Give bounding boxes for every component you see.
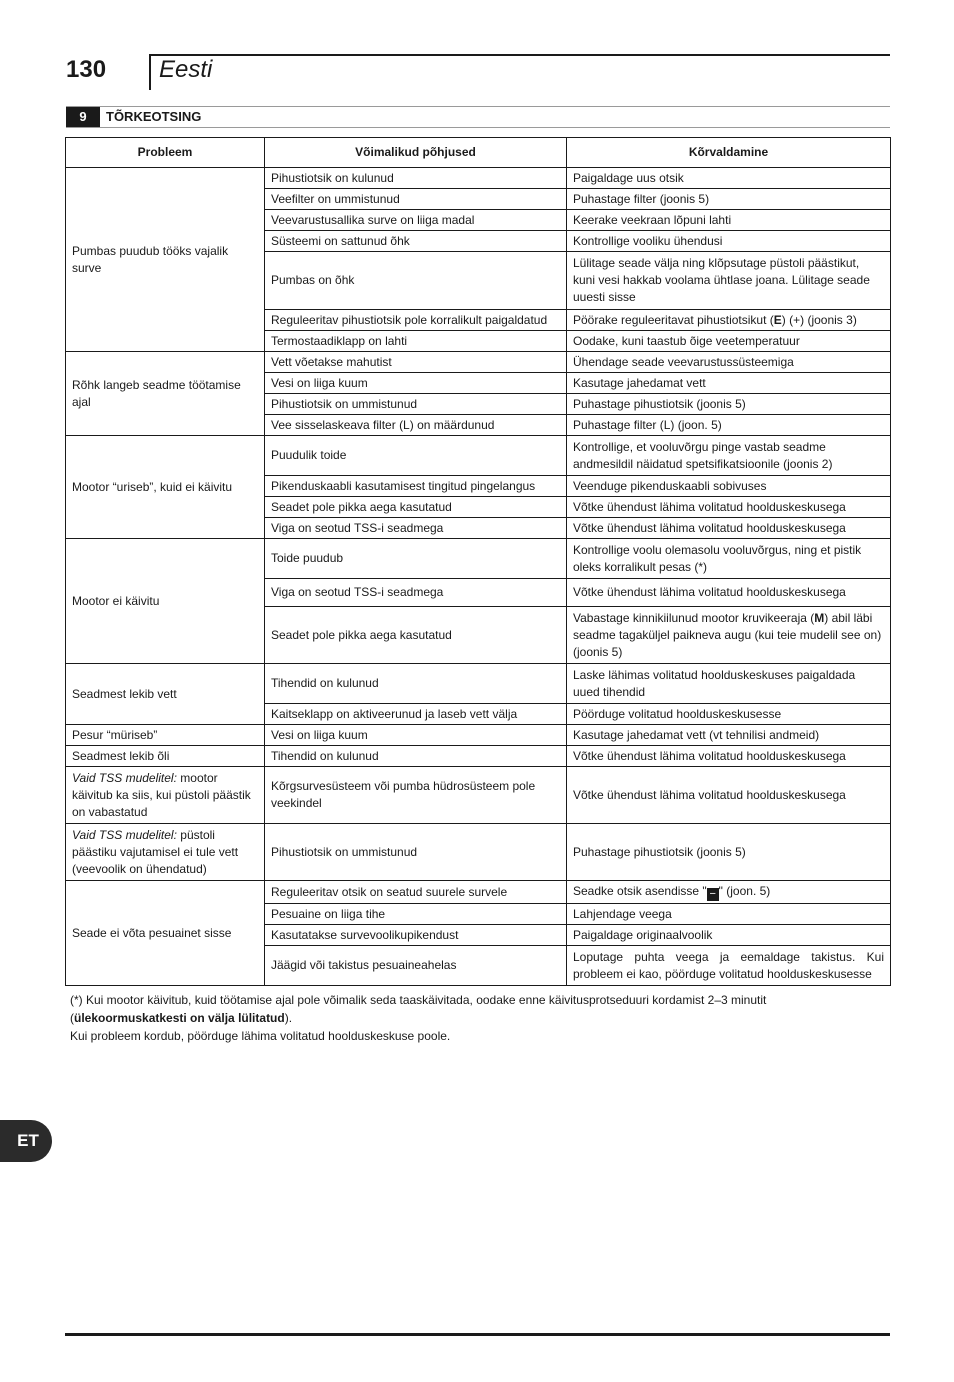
table-header-row (66, 138, 891, 168)
header-horizontal-rule (149, 54, 890, 56)
nozzle-label-e: E (773, 312, 782, 327)
remedy-cell (567, 310, 891, 331)
cause-cell: Seadet pole pikka aega kasutatud (265, 497, 567, 518)
cause-cell: Jäägid või takistus pesuaineahelas (265, 946, 567, 986)
footnote-restart: (*) Kui mootor käivitub, kuid töötamise ajal pole võimalik seda taaskäivitada, oodake enne käivitusprotseduuri kordamist 2–3 minutit (70, 993, 767, 1007)
header-vertical-rule (149, 54, 151, 90)
problem-cell: Mootor “uriseb”, kuid ei käivitu (66, 436, 265, 539)
table-row (66, 746, 891, 767)
remedy-cell: Võtke ühendust lähima volitatud hoolduskeskusega (567, 497, 891, 518)
remedy-cell: Kontrollige, et vooluvõrgu pinge vastab seadme andmesildil näidatud spetsifikatsioonile (joonis 2) (567, 436, 891, 476)
footnote-service: Kui probleem kordub, pöörduge lähima volitatud hoolduskeskuse poole. (70, 1029, 451, 1043)
cause-cell: Viga on seotud TSS-i seadmega (265, 579, 567, 607)
cause-cell: Vett võetakse mahutist (265, 352, 567, 373)
column-header-remedy: Kõrvaldamine (567, 138, 891, 168)
cause-cell: Reguleeritav otsik on seatud suurele survele (265, 881, 567, 904)
problem-cell: Rõhk langeb seadme töötamise ajal (66, 352, 265, 436)
problem-cell (66, 824, 265, 881)
remedy-text: " (joon. 5) (718, 884, 771, 898)
section-number: 9 (66, 107, 100, 127)
cause-cell: Pesuaine on liiga tihe (265, 904, 567, 925)
section-rule-bottom (66, 127, 890, 128)
table-row (66, 881, 891, 904)
cause-cell: Veefilter on ummistunud (265, 189, 567, 210)
cause-cell: Pihustiotsik on ummistunud (265, 394, 567, 415)
problem-cell: Pumbas puudub tööks vajalik surve (66, 168, 265, 352)
table-row (66, 168, 891, 189)
problem-text: mootor käivitub ka siis, kui püstoli päästik on vabastatud (72, 770, 251, 819)
table-row (66, 352, 891, 373)
remedy-cell: Võtke ühendust lähima volitatud hoolduskeskusega (567, 767, 891, 824)
remedy-cell (567, 607, 891, 664)
footnote-text: ). (284, 1011, 293, 1025)
cause-cell: Süsteemi on sattunud õhk (265, 231, 567, 252)
cause-cell: Pumbas on õhk (265, 252, 567, 310)
cause-cell: Viga on seotud TSS-i seadmega (265, 518, 567, 539)
problem-text: püstoli päästiku vajutamisel ei tule vett (veevoolik on ühendatud) (72, 827, 239, 876)
table-row (66, 824, 891, 881)
remedy-cell: Kasutage jahedamat vett (vt tehnilisi andmeid) (567, 725, 891, 746)
cause-cell: Seadet pole pikka aega kasutatud (265, 607, 567, 664)
remedy-cell: Võtke ühendust lähima volitatud hoolduskeskusega (567, 579, 891, 607)
footnote-overload (70, 1009, 890, 1027)
remedy-text: ) abil läbi seadme tagaküljel paikneva augu (kui teie mudelil see on) (joonis 5) (573, 610, 882, 659)
footnotes (70, 991, 890, 1045)
cause-cell: Toide puudub (265, 539, 567, 579)
cause-cell: Termostaadiklapp on lahti (265, 331, 567, 352)
remedy-cell: Võtke ühendust lähima volitatud hoolduskeskusega (567, 518, 891, 539)
cause-cell: Puudulik toide (265, 436, 567, 476)
troubleshooting-table (65, 137, 891, 986)
page-title: Eesti (159, 56, 213, 83)
section-heading (66, 106, 890, 128)
remedy-cell: Paigaldage originaalvoolik (567, 925, 891, 946)
remedy-cell: Keerake veekraan lõpuni lahti (567, 210, 891, 231)
minus-icon: − (707, 888, 719, 901)
page-number: 130 (66, 56, 107, 83)
problem-cell: Mootor ei käivitu (66, 539, 265, 664)
remedy-cell: Oodake, kuni taastub õige veetemperatuur (567, 331, 891, 352)
table-row (66, 539, 891, 579)
remedy-cell: Puhastage pihustiotsik (joonis 5) (567, 824, 891, 881)
cause-cell: Tihendid on kulunud (265, 664, 567, 704)
language-tab: ET (0, 1120, 52, 1162)
cause-cell: Kaitseklapp on aktiveerunud ja laseb vett välja (265, 704, 567, 725)
remedy-cell: Lahjendage veega (567, 904, 891, 925)
cause-cell: Pihustiotsik on kulunud (265, 168, 567, 189)
cause-cell: Vee sisselaskeava filter (L) on määrdunud (265, 415, 567, 436)
footnote-emphasis: ülekoormuskatkesti on välja lülitatud (74, 1011, 285, 1025)
remedy-cell: Puhastage filter (L) (joon. 5) (567, 415, 891, 436)
problem-cell: Seadmest lekib õli (66, 746, 265, 767)
remedy-cell: Loputage puhta veega ja eemaldage takistus. Kui probleem ei kao, pöörduge volitatud hoolduskeskusesse (567, 946, 891, 986)
cause-cell: Vesi on liiga kuum (265, 373, 567, 394)
problem-qualifier: Vaid TSS mudelitel: (72, 770, 177, 785)
cause-cell: Reguleeritav pihustiotsik pole korralikult paigaldatud (265, 310, 567, 331)
remedy-text: Pöörake reguleeritavat pihustiotsikut ( (573, 312, 774, 327)
remedy-cell: Ühendage seade veevarustussüsteemiga (567, 352, 891, 373)
table-row (66, 664, 891, 704)
footnote-text: ( (70, 1011, 74, 1025)
remedy-cell: Kasutage jahedamat vett (567, 373, 891, 394)
problem-cell: Seade ei võta pesuainet sisse (66, 881, 265, 986)
remedy-cell: Puhastage pihustiotsik (joonis 5) (567, 394, 891, 415)
remedy-cell: Kontrollige vooliku ühendusi (567, 231, 891, 252)
cause-cell: Pikenduskaabli kasutamisest tingitud pingelangus (265, 476, 567, 497)
column-header-problem: Probleem (66, 138, 265, 168)
remedy-cell (567, 881, 891, 904)
motor-label-m: M (814, 610, 825, 625)
remedy-cell: Veenduge pikenduskaabli sobivuses (567, 476, 891, 497)
table-row (66, 436, 891, 476)
table-row (66, 767, 891, 824)
column-header-causes: Võimalikud põhjused (265, 138, 567, 168)
section-title: TÕRKEOTSING (106, 109, 202, 124)
remedy-cell: Võtke ühendust lähima volitatud hoolduskeskusega (567, 746, 891, 767)
problem-cell (66, 767, 265, 824)
footer-rule (65, 1333, 890, 1336)
cause-cell: Kõrgsurvesüsteem või pumba hüdrosüsteem pole veekindel (265, 767, 567, 824)
cause-cell: Pihustiotsik on ummistunud (265, 824, 567, 881)
problem-qualifier: Vaid TSS mudelitel: (72, 827, 177, 842)
cause-cell: Veevarustusallika surve on liiga madal (265, 210, 567, 231)
remedy-text: Seadke otsik asendisse " (573, 884, 707, 898)
remedy-cell: Kontrollige voolu olemasolu vooluvõrgus, ning et pistik oleks korralikult pesas (*) (567, 539, 891, 579)
cause-cell: Vesi on liiga kuum (265, 725, 567, 746)
cause-cell: Tihendid on kulunud (265, 746, 567, 767)
remedy-cell: Laske lähimas volitatud hoolduskeskuses paigaldada uued tihendid (567, 664, 891, 704)
problem-cell: Seadmest lekib vett (66, 664, 265, 725)
remedy-cell: Pöörduge volitatud hoolduskeskusesse (567, 704, 891, 725)
remedy-cell: Puhastage filter (joonis 5) (567, 189, 891, 210)
remedy-cell: Lülitage seade välja ning klõpsutage püstoli päästikut, kuni vesi hakkab voolama ühtlase joana. Lülitage seade uuesti sisse (567, 252, 891, 310)
table-row (66, 725, 891, 746)
cause-cell: Kasutatakse survevoolikupikendust (265, 925, 567, 946)
remedy-text: Vabastage kinnikiilunud mootor kruvikeeraja ( (573, 610, 815, 625)
remedy-cell: Paigaldage uus otsik (567, 168, 891, 189)
problem-cell: Pesur “müriseb” (66, 725, 265, 746)
remedy-text: ) (+) (joonis 3) (781, 312, 857, 327)
